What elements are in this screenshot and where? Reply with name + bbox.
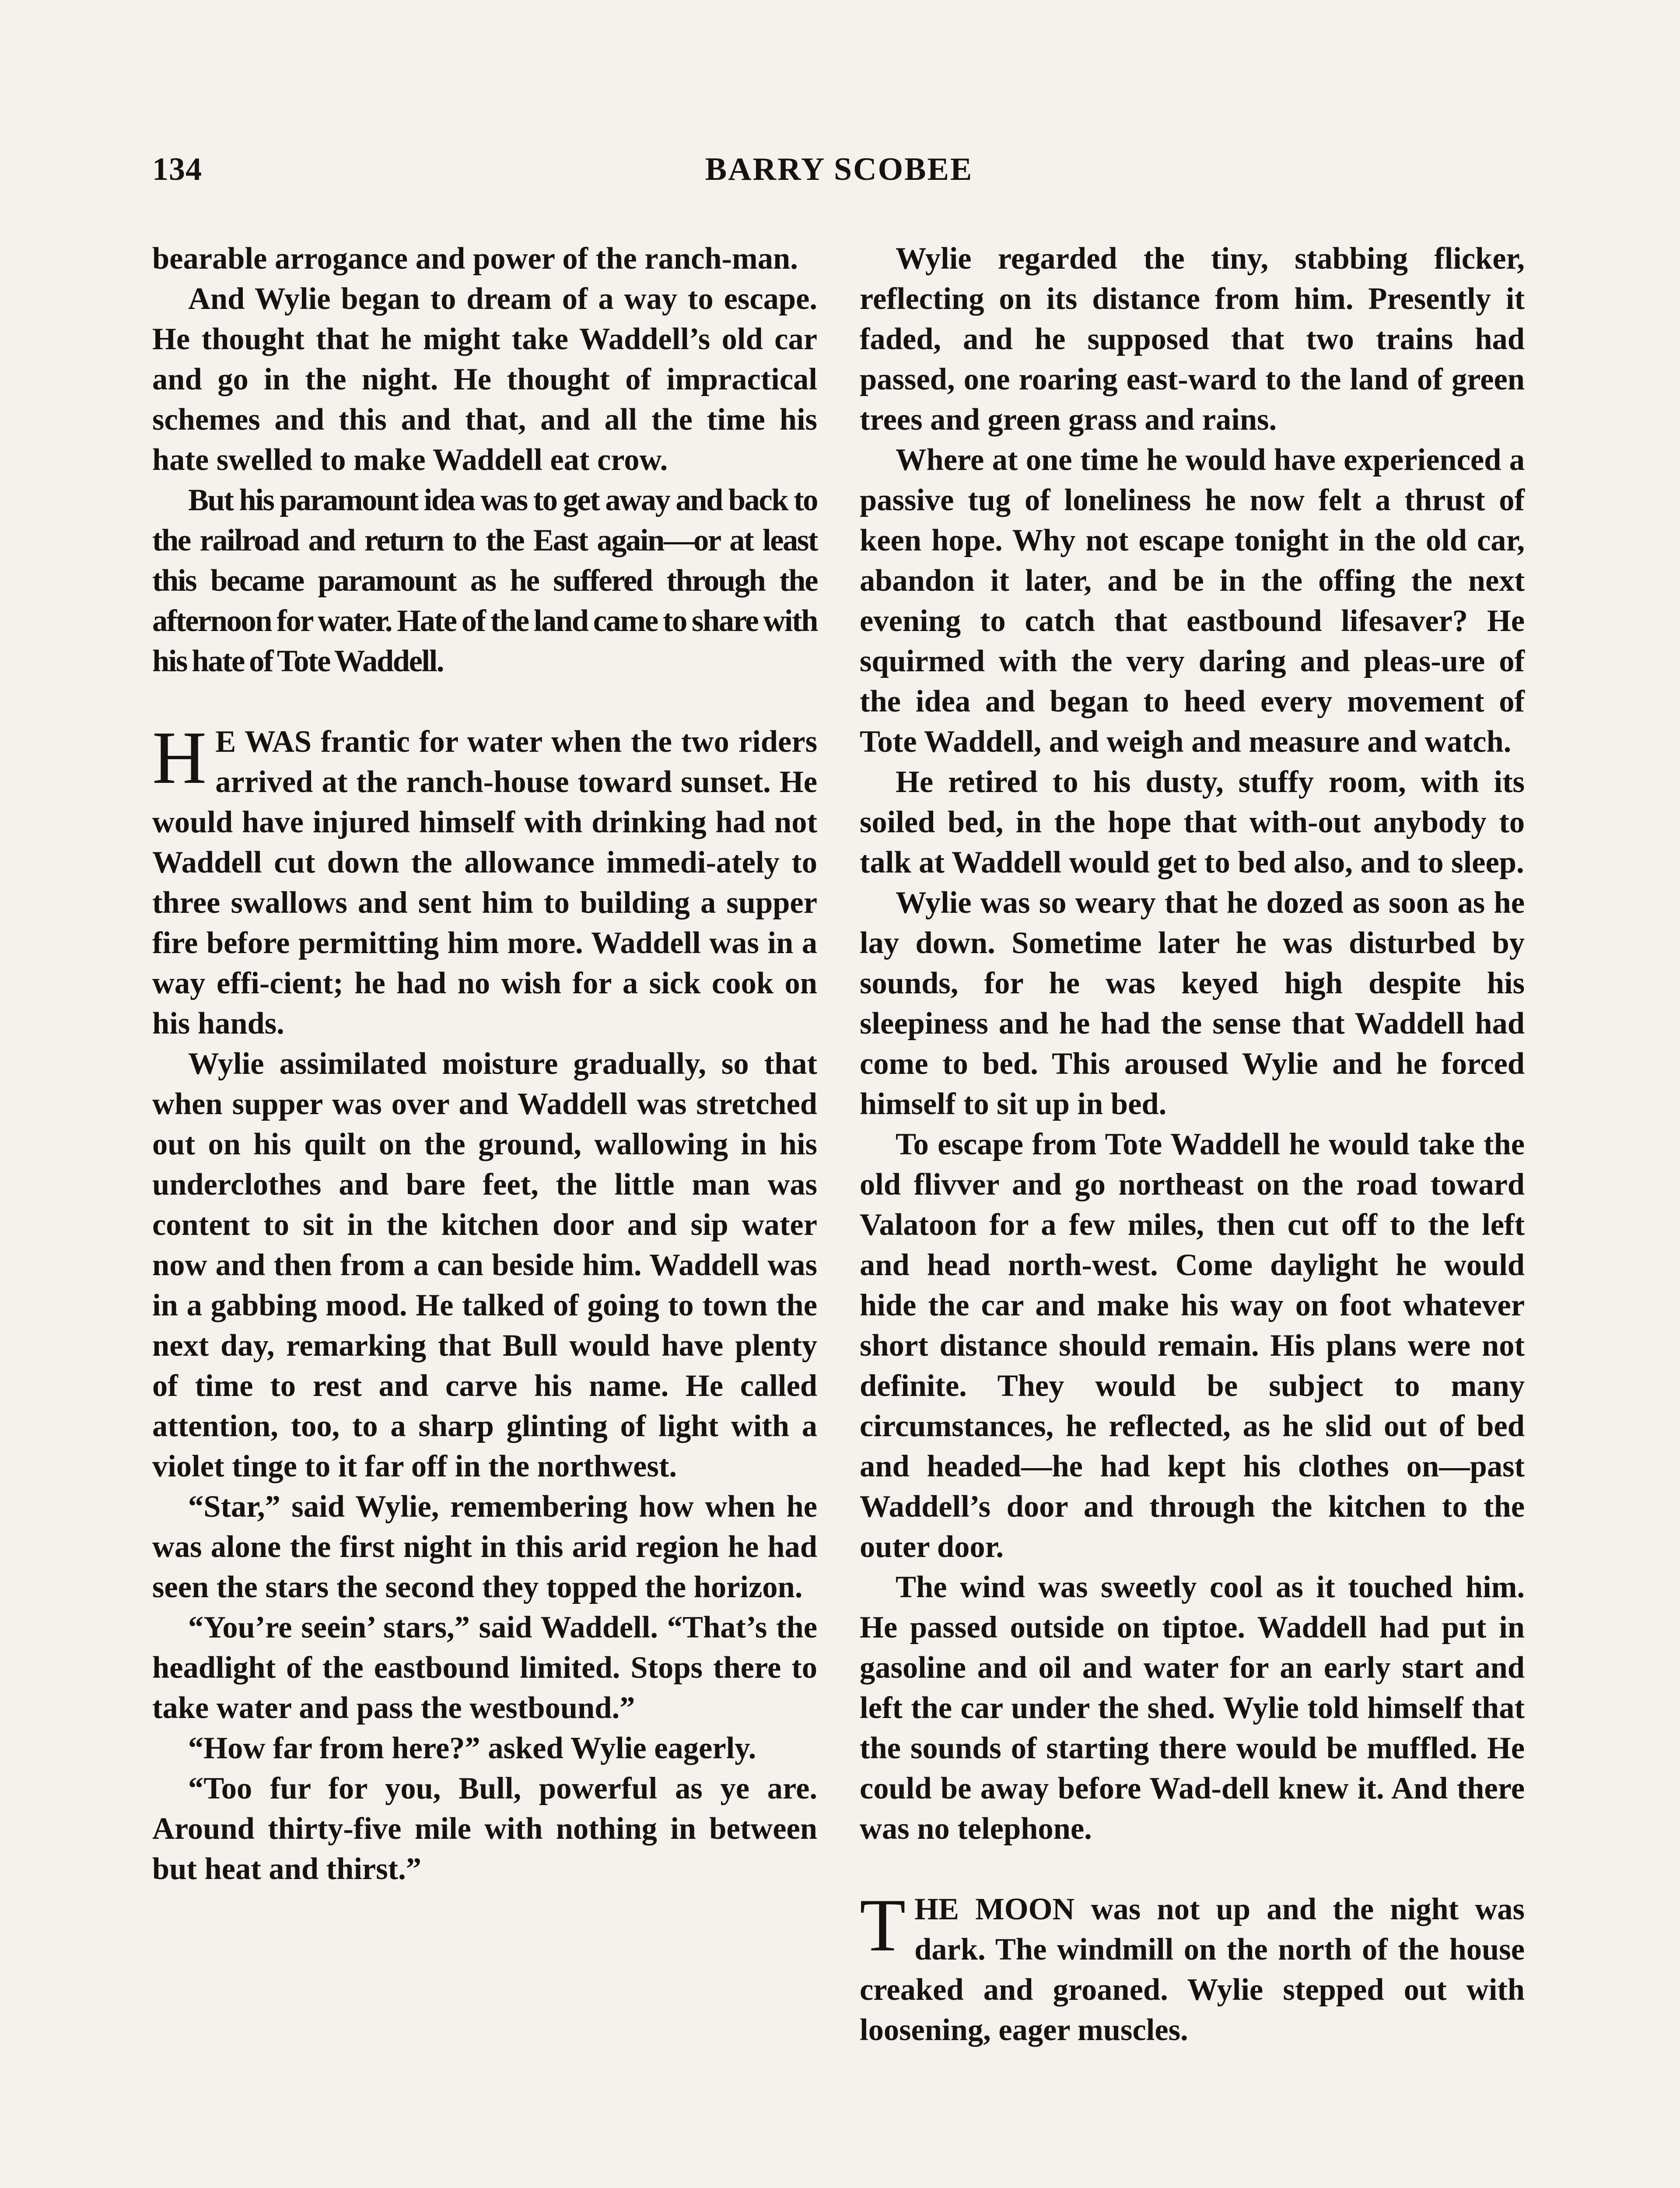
paragraph: To escape from Tote Waddell he would take the old flivver and go northeast on the road toward Valatoon for a few miles, then cut off to the left and head north-west. Come daylight he would hide the car and make his way on foot whatever short distance should remain. His plans were not definite. They would be subject to many circumstances, he reflected, as he slid out of bed and headed—he had kept his clothes on—past Waddell’s door and through the kitchen to the outer door. [860, 1127, 1525, 1564]
paragraph: “Too fur for you, Bull, powerful as ye are. Around thirty-five mile with nothing in between but heat and thirst.” [152, 1771, 817, 1886]
drop-cap: H [152, 716, 207, 799]
section-opening-paragraph [152, 716, 817, 1044]
lead-in-caps: E WAS [215, 725, 312, 759]
paragraph: Wylie regarded the tiny, stabbing flicker, reflecting on its distance from him. Presently it faded, and he supposed that two trains had passed, one roaring east-ward to the land of green trees and green grass and rains. [860, 242, 1525, 437]
section-opening-paragraph [860, 1884, 1525, 2050]
paragraph: “Star,” said Wylie, remembering how when he was alone the first night in this arid region he had seen the stars the second they topped the horizon. [152, 1490, 817, 1604]
paragraph: Where at one time he would have experienced a passive tug of loneliness he now felt a thrust of keen hope. Why not escape tonight in the old car, abandon it later, and be in the offing the next evening to catch that eastbound lifesaver? He squirmed with the very daring and pleas-ure of the idea and began to heed every movement of Tote Waddell, and weigh and measure and watch. [860, 443, 1525, 759]
paragraph: “You’re seein’ stars,” said Waddell. “That’s the headlight of the eastbound limited. Stops there to take water and pass the westbound.” [152, 1610, 817, 1725]
right-column [860, 238, 1525, 2050]
paragraph: He retired to his dusty, stuffy room, with its soiled bed, in the hope that with-out anybody to talk at Waddell would get to bed also, and to sleep. [860, 765, 1525, 880]
paragraph: “How far from here?” asked Wylie eagerly. [188, 1731, 756, 1765]
paragraph: Wylie assimilated moisture gradually, so that when supper was over and Waddell was stretched out on his quilt on the ground, wallowing in his underclothes and bare feet, the little man was content to sit in the kitchen door and sip water now and then from a can beside him. Waddell was in a gabbing mood. He talked of going to town the next day, remarking that Bull would have plenty of time to rest and carve his name. He called attention, too, to a sharp glinting of light with a violet tinge to it far off in the northwest. [152, 1047, 817, 1483]
paragraph: But his paramount idea was to get away and back to the railroad and return to the East again—or at least this became paramount as he suffered through the afternoon for water. Hate of the land came to share with his hate of Tote Waddell. [152, 483, 817, 678]
left-column [152, 238, 817, 1889]
paragraph: The wind was sweetly cool as it touched him. He passed outside on tiptoe. Waddell had put in gasoline and oil and water for an early start and left the car under the shed. Wylie told himself that the sounds of starting there would be muffled. He could be away before Wad-dell knew it. And there was no telephone. [860, 1570, 1525, 1846]
paragraph-text: was not up and the night was dark. The windmill on the north of the house creaked and groaned. Wylie stepped out with loosening, eager muscles. [860, 1892, 1525, 2047]
paragraph: And Wylie began to dream of a way to escape. He thought that he might take Waddell’s old car and go in the night. He thought of impractical schemes and this and that, and all the time his hate swelled to make Waddell eat crow. [152, 282, 817, 477]
lead-in-caps: HE MOON [914, 1892, 1075, 1926]
paragraph: Wylie was so weary that he dozed as soon as he lay down. Sometime later he was disturbed by sounds, for he was keyed high despite his sleepiness and he had the sense that Waddell had come to bed. This aroused Wylie and he forced himself to sit up in bed. [860, 886, 1525, 1121]
running-head: BARRY SCOBEE [705, 151, 973, 187]
paragraph: bearable arrogance and power of the ranch-man. [152, 242, 798, 276]
drop-cap: T [860, 1884, 906, 1967]
page-number: 134 [152, 151, 202, 187]
paragraph-text: frantic for water when the two riders arrived at the ranch-house toward sunset. He would have injured himself with drinking had not Waddell cut down the allowance immedi-ately to three swallows and sent him to building a supper fire before permitting him more. Waddell was in a way effi-cient; he had no wish for a sick cook on his hands. [152, 725, 817, 1041]
page-header [152, 151, 1526, 199]
